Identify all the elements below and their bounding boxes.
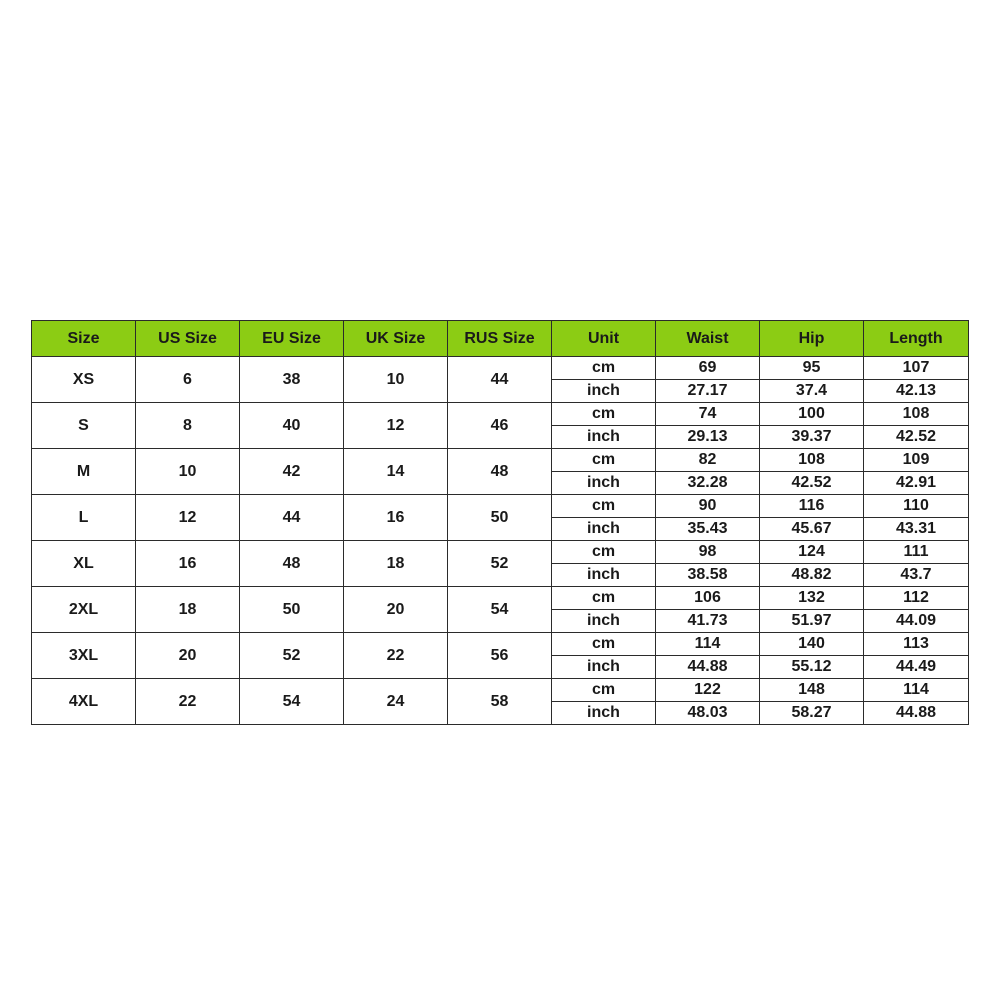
length-cell: 113 [864, 633, 969, 656]
rus-size-cell: 50 [448, 495, 552, 541]
header-uk-size: UK Size [344, 321, 448, 357]
size-cell: XL [32, 541, 136, 587]
header-rus-size: RUS Size [448, 321, 552, 357]
length-cell: 42.91 [864, 472, 969, 495]
length-cell: 108 [864, 403, 969, 426]
hip-cell: 148 [760, 679, 864, 702]
waist-cell: 29.13 [656, 426, 760, 449]
table-row [32, 541, 969, 564]
hip-cell: 39.37 [760, 426, 864, 449]
table-row [32, 587, 969, 610]
uk-size-cell: 24 [344, 679, 448, 725]
table-row [32, 495, 969, 518]
eu-size-cell: 50 [240, 587, 344, 633]
hip-cell: 42.52 [760, 472, 864, 495]
length-cell: 110 [864, 495, 969, 518]
unit-cell: cm [552, 495, 656, 518]
header-waist: Waist [656, 321, 760, 357]
hip-cell: 132 [760, 587, 864, 610]
eu-size-cell: 54 [240, 679, 344, 725]
header-hip: Hip [760, 321, 864, 357]
uk-size-cell: 18 [344, 541, 448, 587]
unit-cell: inch [552, 518, 656, 541]
length-cell: 43.7 [864, 564, 969, 587]
table-row [32, 633, 969, 656]
hip-cell: 37.4 [760, 380, 864, 403]
uk-size-cell: 20 [344, 587, 448, 633]
us-size-cell: 8 [136, 403, 240, 449]
length-cell: 107 [864, 357, 969, 380]
unit-cell: cm [552, 541, 656, 564]
uk-size-cell: 10 [344, 357, 448, 403]
waist-cell: 98 [656, 541, 760, 564]
unit-cell: inch [552, 426, 656, 449]
size-cell: M [32, 449, 136, 495]
uk-size-cell: 14 [344, 449, 448, 495]
unit-cell: inch [552, 610, 656, 633]
waist-cell: 41.73 [656, 610, 760, 633]
waist-cell: 44.88 [656, 656, 760, 679]
waist-cell: 74 [656, 403, 760, 426]
rus-size-cell: 52 [448, 541, 552, 587]
table-body [32, 357, 969, 725]
size-cell: L [32, 495, 136, 541]
waist-cell: 32.28 [656, 472, 760, 495]
unit-cell: inch [552, 564, 656, 587]
eu-size-cell: 52 [240, 633, 344, 679]
rus-size-cell: 48 [448, 449, 552, 495]
eu-size-cell: 48 [240, 541, 344, 587]
hip-cell: 116 [760, 495, 864, 518]
rus-size-cell: 44 [448, 357, 552, 403]
rus-size-cell: 56 [448, 633, 552, 679]
size-cell: XS [32, 357, 136, 403]
header-length: Length [864, 321, 969, 357]
size-cell: 2XL [32, 587, 136, 633]
hip-cell: 100 [760, 403, 864, 426]
us-size-cell: 10 [136, 449, 240, 495]
eu-size-cell: 44 [240, 495, 344, 541]
waist-cell: 106 [656, 587, 760, 610]
waist-cell: 35.43 [656, 518, 760, 541]
hip-cell: 95 [760, 357, 864, 380]
unit-cell: inch [552, 702, 656, 725]
eu-size-cell: 42 [240, 449, 344, 495]
length-cell: 114 [864, 679, 969, 702]
unit-cell: cm [552, 357, 656, 380]
length-cell: 44.49 [864, 656, 969, 679]
waist-cell: 38.58 [656, 564, 760, 587]
uk-size-cell: 16 [344, 495, 448, 541]
table-row [32, 679, 969, 702]
hip-cell: 124 [760, 541, 864, 564]
length-cell: 42.13 [864, 380, 969, 403]
hip-cell: 140 [760, 633, 864, 656]
length-cell: 112 [864, 587, 969, 610]
hip-cell: 48.82 [760, 564, 864, 587]
unit-cell: cm [552, 587, 656, 610]
waist-cell: 122 [656, 679, 760, 702]
unit-cell: inch [552, 380, 656, 403]
waist-cell: 27.17 [656, 380, 760, 403]
us-size-cell: 16 [136, 541, 240, 587]
length-cell: 42.52 [864, 426, 969, 449]
unit-cell: inch [552, 656, 656, 679]
header-eu-size: EU Size [240, 321, 344, 357]
header-us-size: US Size [136, 321, 240, 357]
unit-cell: cm [552, 403, 656, 426]
header-row [32, 321, 969, 357]
us-size-cell: 6 [136, 357, 240, 403]
hip-cell: 45.67 [760, 518, 864, 541]
unit-cell: cm [552, 679, 656, 702]
header-unit: Unit [552, 321, 656, 357]
us-size-cell: 20 [136, 633, 240, 679]
table-row [32, 449, 969, 472]
waist-cell: 82 [656, 449, 760, 472]
table-row [32, 403, 969, 426]
unit-cell: cm [552, 633, 656, 656]
us-size-cell: 18 [136, 587, 240, 633]
length-cell: 43.31 [864, 518, 969, 541]
hip-cell: 58.27 [760, 702, 864, 725]
waist-cell: 48.03 [656, 702, 760, 725]
us-size-cell: 12 [136, 495, 240, 541]
waist-cell: 69 [656, 357, 760, 380]
rus-size-cell: 46 [448, 403, 552, 449]
eu-size-cell: 38 [240, 357, 344, 403]
length-cell: 111 [864, 541, 969, 564]
uk-size-cell: 12 [344, 403, 448, 449]
table-row [32, 357, 969, 380]
size-cell: S [32, 403, 136, 449]
size-cell: 4XL [32, 679, 136, 725]
unit-cell: cm [552, 449, 656, 472]
eu-size-cell: 40 [240, 403, 344, 449]
size-chart-table [31, 320, 969, 725]
waist-cell: 90 [656, 495, 760, 518]
header-size: Size [32, 321, 136, 357]
waist-cell: 114 [656, 633, 760, 656]
rus-size-cell: 54 [448, 587, 552, 633]
length-cell: 44.88 [864, 702, 969, 725]
uk-size-cell: 22 [344, 633, 448, 679]
hip-cell: 55.12 [760, 656, 864, 679]
length-cell: 109 [864, 449, 969, 472]
length-cell: 44.09 [864, 610, 969, 633]
unit-cell: inch [552, 472, 656, 495]
hip-cell: 108 [760, 449, 864, 472]
hip-cell: 51.97 [760, 610, 864, 633]
size-cell: 3XL [32, 633, 136, 679]
us-size-cell: 22 [136, 679, 240, 725]
rus-size-cell: 58 [448, 679, 552, 725]
